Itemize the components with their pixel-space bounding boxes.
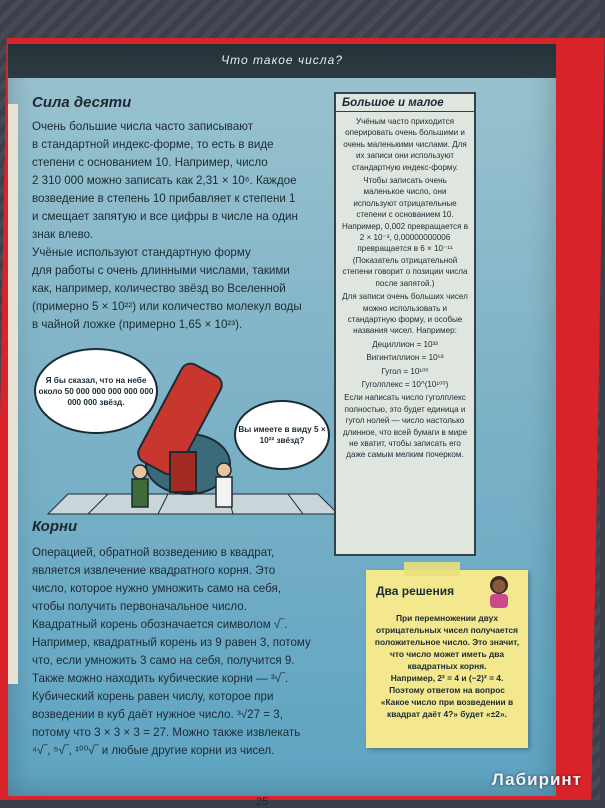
text-line: и смещает запятую и все цифры в числе на один xyxy=(32,210,298,223)
text-line: ⁴√‾, ⁵√‾, ¹⁰⁰√‾ и любые другие корни из чисел. xyxy=(32,744,275,757)
text-line: возведении в куб даёт нужное число. ³√27 = 3, xyxy=(32,708,283,721)
sidebar-box-title: Большое и малое xyxy=(336,94,474,112)
sticky-note-text xyxy=(374,612,520,720)
text-line: 2 310 000 можно записать как 2,31 × 10⁶. Каждое xyxy=(32,174,297,187)
speech-bubble-left: Я бы сказал, что на небе около 50 000 000 000 000 000 000 000 звёзд. xyxy=(34,348,158,434)
sidebar-number-name: Гугол = 10¹⁰⁰ xyxy=(381,366,429,376)
sidebar-paragraph: Если написать число гуголплекс полностью, это будет единица и гугол нолей — число настолько длинное, что всей бумаги в мире не хватит, чтобы записать его даже самым мелким почерком. xyxy=(342,393,468,460)
sticky-paragraph: Например, 2² = 4 и (−2)² = 4. Поэтому ответом на вопрос «Какое число при возведении в квадрат даёт 4?» будет «±2». xyxy=(380,673,514,719)
section-text-powers xyxy=(32,118,330,334)
sidebar-box-text xyxy=(336,112,474,467)
text-line: в стандартной индекс-форме, то есть в виде xyxy=(32,138,274,151)
text-line: чтобы получить первоначальное число. xyxy=(32,600,247,613)
text-line: что, если умножить 3 само на себя, получится 9. xyxy=(32,654,295,667)
text-line: (примерно 5 × 10²²) или количество молекул воды xyxy=(32,300,302,313)
section-heading-powers: Сила десяти xyxy=(32,94,132,111)
page-header xyxy=(8,44,556,78)
section-text-roots xyxy=(32,544,352,760)
sidebar-number-name: Гуголплекс = 10^(10¹⁰⁰) xyxy=(361,379,449,389)
text-line: Операцией, обратной возведению в квадрат, xyxy=(32,546,275,559)
text-line: возведение в степень 10 прибавляет к степени 1 xyxy=(32,192,296,205)
sidebar-paragraph: Чтобы записать очень маленькое число, они используют отрицательные степени с основанием 10. Например, 0,002 превращается в 2 × 10⁻³, 0,00000000006 превращается в 6 × 10⁻¹¹ (Показатель отрицательной степени говорит о позиции числа после запятой.) xyxy=(342,176,468,288)
girl-avatar-icon xyxy=(484,574,514,608)
text-line: как, например, количество звёзд во Вселенной xyxy=(32,282,286,295)
text-line: является извлечение квадратного корня. Это xyxy=(32,564,276,577)
sidebar-paragraph: Учёным часто приходится оперировать очень большими и очень маленькими числами. Для их записи они используют стандартную индекс-форму. xyxy=(343,117,467,172)
text-line: знак влево. xyxy=(32,228,94,241)
text-line: Кубический корень равен числу, которое при xyxy=(32,690,274,703)
speech-bubble-right: Вы имеете в виду 5 × 10²² звёзд? xyxy=(234,400,330,470)
text-line: в чайной ложке (примерно 1,65 × 10²³). xyxy=(32,318,243,331)
text-line: Квадратный корень обозначается символом √‾. xyxy=(32,618,288,631)
book-page xyxy=(8,44,556,808)
sticky-note-two-solutions xyxy=(366,570,528,748)
page-margin-strip xyxy=(8,104,18,684)
text-line: Очень большие числа часто записывают xyxy=(32,120,254,133)
sidebar-number-name: Дециллион = 10³³ xyxy=(372,339,438,349)
text-line: Учёные используют стандартную форму xyxy=(32,246,251,259)
sidebar-box-big-and-small xyxy=(334,92,476,556)
page-header-title: Что такое числа? xyxy=(221,53,343,67)
text-line: число, которое нужно умножить само на себя, xyxy=(32,582,281,595)
telescope-illustration xyxy=(38,344,340,514)
sticky-paragraph: При перемножении двух отрицательных чисел получается положительное число. Это значит, что число может иметь два квадратных корня. xyxy=(374,613,520,671)
text-line: для работы с очень длинными числами, такими xyxy=(32,264,290,277)
sidebar-number-name: Вигинтиллион = 10⁶³ xyxy=(366,353,444,363)
sticky-note-title: Два решения xyxy=(376,584,455,598)
section-heading-roots: Корни xyxy=(32,518,78,535)
page-number: 25 xyxy=(256,796,269,808)
text-line: Также можно находить кубические корни — ³√‾. xyxy=(32,672,289,685)
text-line: степени с основанием 10. Например, число xyxy=(32,156,268,169)
watermark-logo: Лабиринт xyxy=(491,770,582,789)
sticky-tape xyxy=(404,562,460,576)
sidebar-paragraph: Для записи очень больших чисел можно использовать и стандартную форму, и особые названия чисел. Например: xyxy=(342,292,468,336)
text-line: Например, квадратный корень из 9 равен 3, потому xyxy=(32,636,311,649)
text-line: потому что 3 × 3 × 3 = 27. Можно также извлекать xyxy=(32,726,301,739)
